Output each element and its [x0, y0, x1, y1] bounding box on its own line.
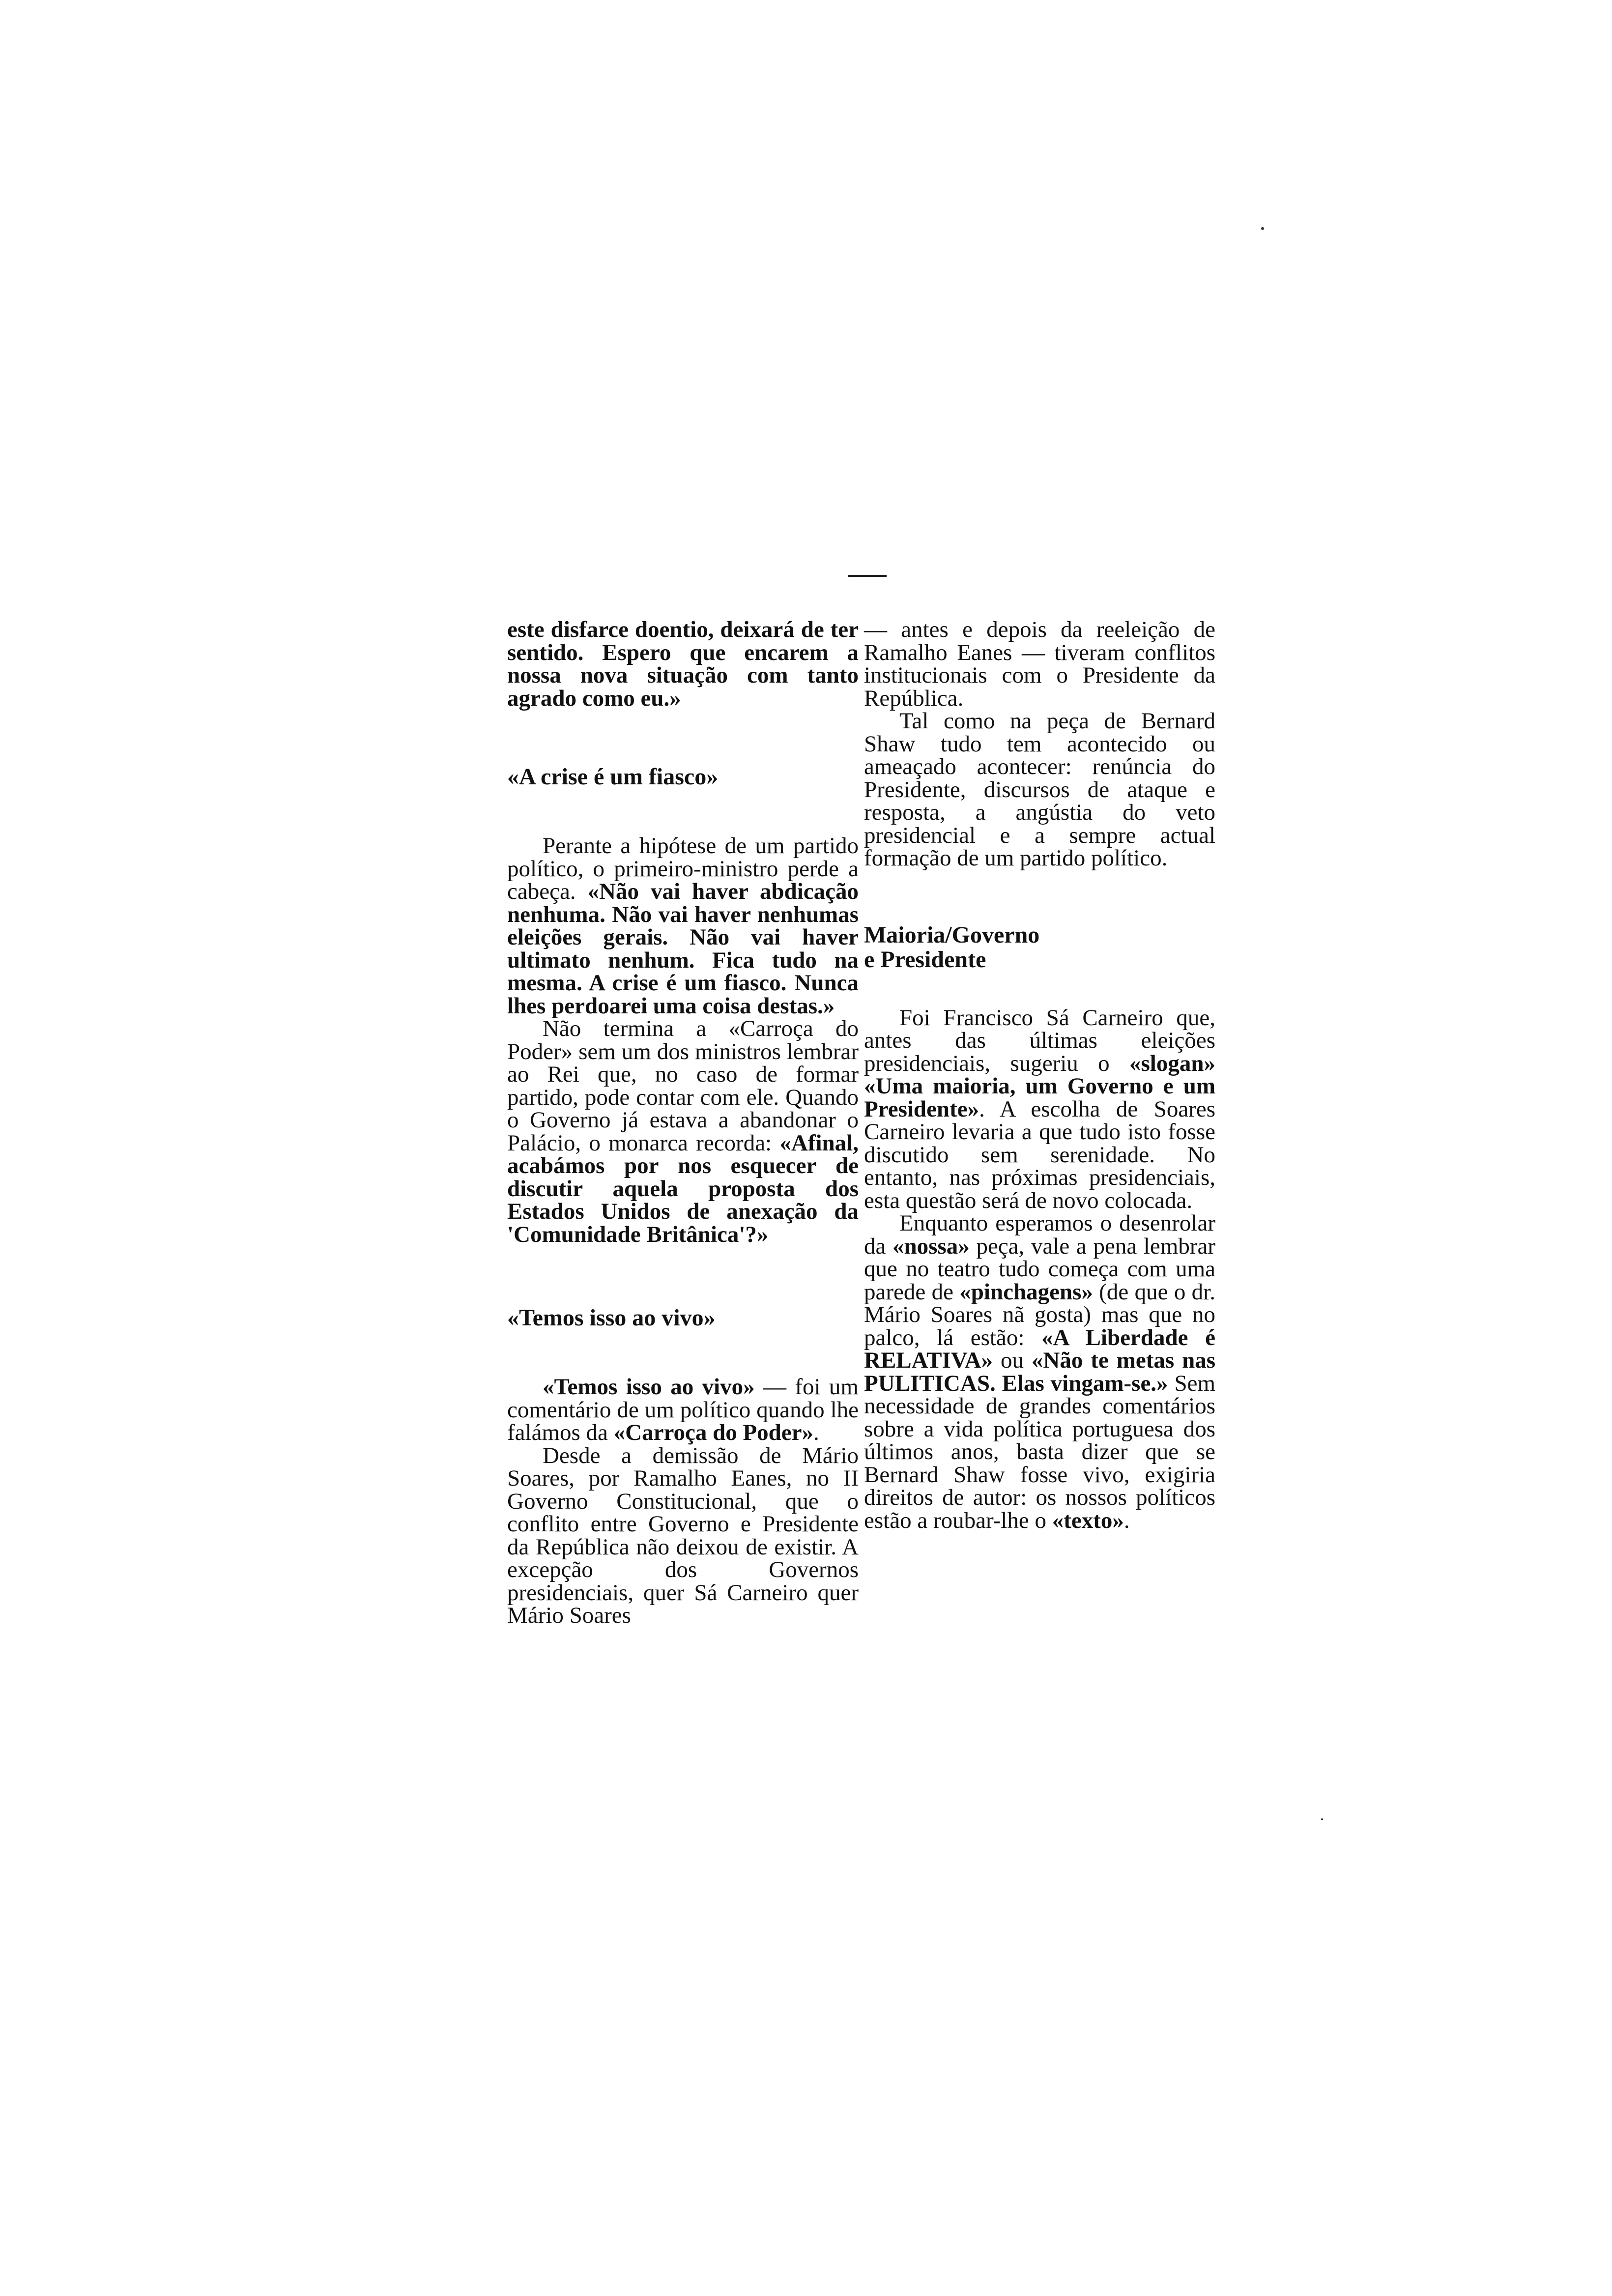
subheading-ao-vivo: «Temos isso ao vivo» — [507, 1305, 716, 1331]
left-column — [507, 618, 859, 1627]
paragraph-temos-isso: «Temos isso ao vivo» — foi um comentário de um político quando lhe falámos da «Carroça do Poder». — [507, 1374, 859, 1445]
paragraph-perante: Perante a hipótese de um partido político, o primeiro-ministro perde a cabeça. «Não vai haver abdicação nenhuma. Não vai haver nenhumas eleições gerais. Não vai haver ultimato nenhum. Fica tudo na mesma. A crise é um fiasco. Nunca lhes perdoarei uma coisa destas.» — [507, 833, 859, 1019]
paragraph-tal-como: Tal como na peça de Bernard Shaw tudo tem acontecido ou ameaçado acontecer: renúncia do Presidente, discursos de ataque e resposta, a angústia do veto presidencial e a sempre actual formação de um partido político. — [864, 708, 1215, 871]
right-column — [864, 618, 1215, 1532]
top-rule — [848, 575, 887, 577]
subheading-crise: «A crise é um fiasco» — [507, 764, 719, 790]
paragraph-opening: este disfarce doentio, deixará de ter sentido. Espero que encarem a nossa nova situação com tanto agrado como eu.» — [507, 617, 859, 711]
subheading-maioria: Maioria/Governo e Presidente — [864, 921, 1040, 973]
paragraph-nao-termina: Não termina a «Carroça do Poder» sem um dos ministros lembrar ao Rei que, no caso de formar partido, pode contar com ele. Quando o Governo já estava a abandonar o Palácio, o monarca recorda: «Afinal, acabámos por nos esquecer de discutir aquela proposta dos Estados Unidos de anexação da 'Comunidade Britânica'?» — [507, 1016, 859, 1247]
scan-speck — [1261, 227, 1264, 230]
paragraph-enquanto: Enquanto esperamos o desenrolar da «nossa» peça, vale a pena lembrar que no teatro tudo começa com uma parede de «pinchagens» (de que o dr. Mário Soares nã gosta) mas que no palco, lá estão: «A Liberdade é RELATIVA» ou «Não te metas nas PULITICAS. Elas vingam-se.» Sem necessidade de grandes comentários sobre a vida política portuguesa dos últimos anos, basta dizer que se Bernard Shaw fosse vivo, exigiria direitos de autor: os nossos políticos estão a roubar-lhe o «texto». — [864, 1210, 1216, 1533]
paragraph-foi-francisco: Foi Francisco Sá Carneiro que, antes das últimas eleições presidenciais, sugeriu o «slogan» «Uma maioria, um Governo e um Presidente». A escolha de Soares Carneiro levaria a que tudo isto fosse discutido sem serenidade. No entanto, nas próximas presidenciais, esta questão será de novo colocada. — [864, 1004, 1215, 1213]
paragraph-antes-depois: — antes e depois da reeleição de Ramalho Eanes — tiveram conflitos institucionais com o Presidente da República. — [864, 617, 1215, 711]
scan-speck — [1321, 1818, 1323, 1820]
paragraph-desde: Desde a demissão de Mário Soares, por Ramalho Eanes, no II Governo Constitucional, que o conflito entre Governo e Presidente da República não deixou de existir. A excepção dos Governos presidenciais, quer Sá Carneiro quer Mário Soares — [507, 1442, 859, 1628]
